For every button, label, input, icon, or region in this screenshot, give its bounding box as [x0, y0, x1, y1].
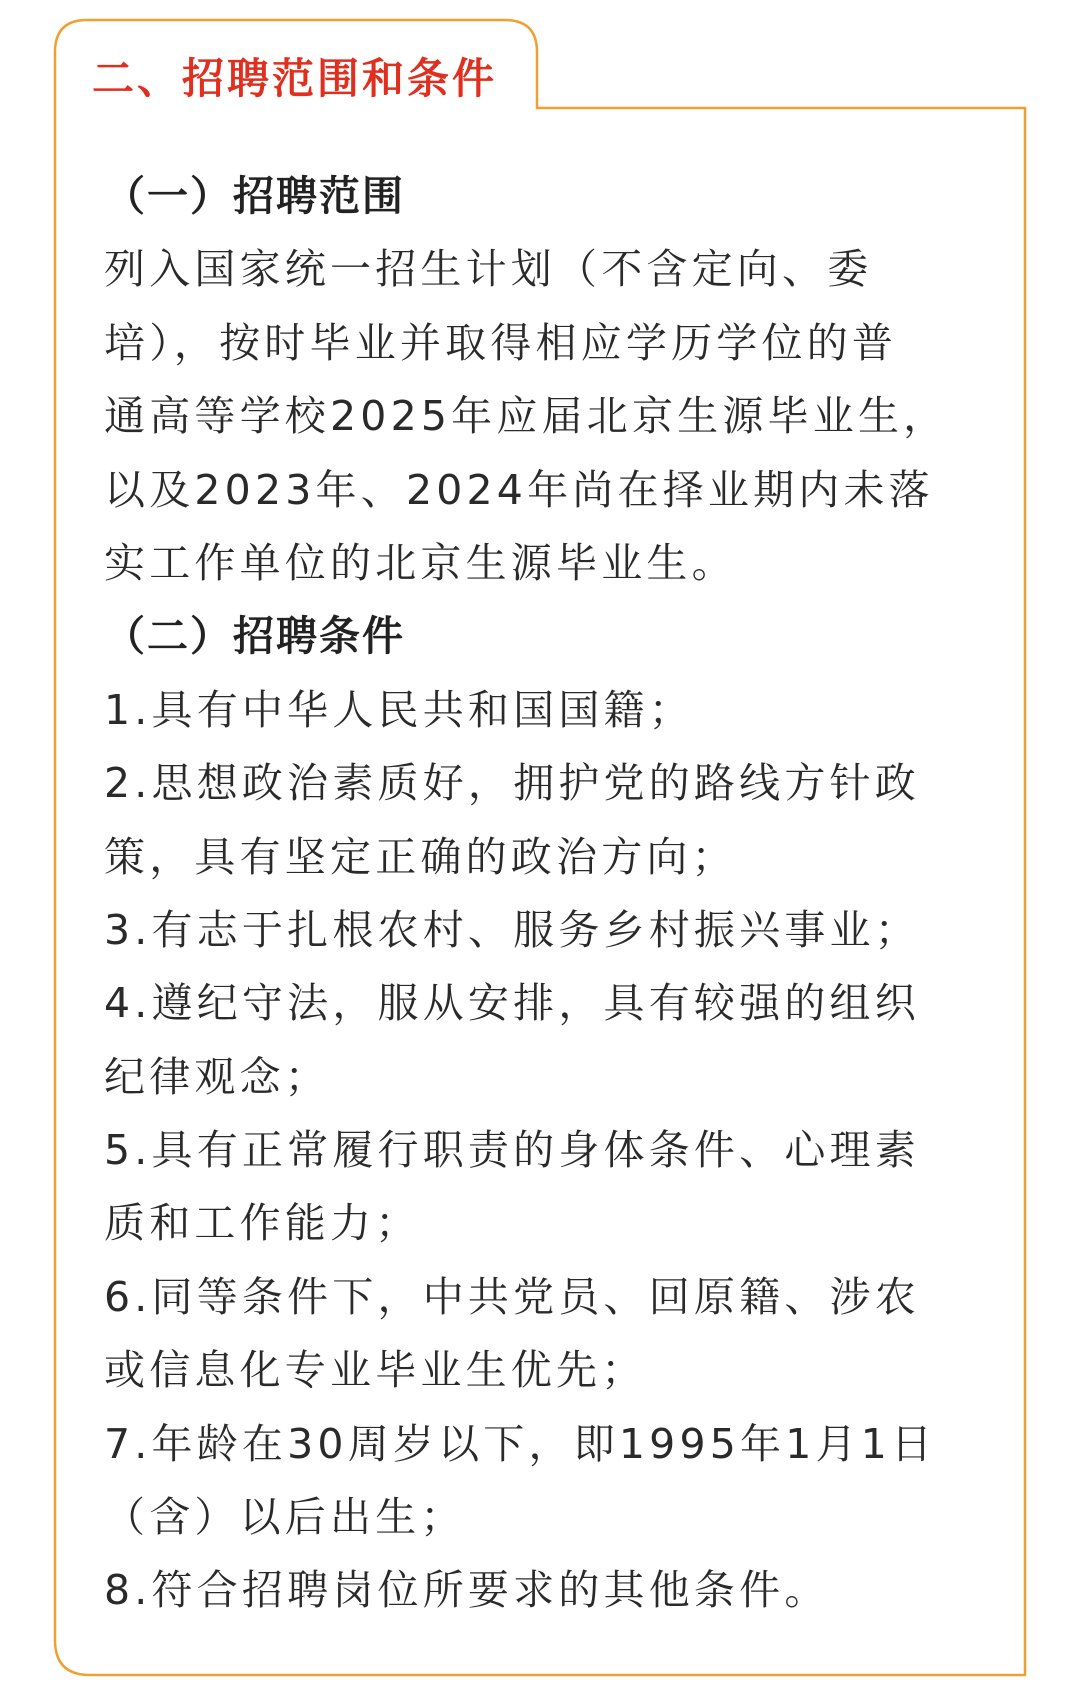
condition-line: 纪律观念； — [104, 1052, 330, 1101]
conditions-heading: （二）招聘条件 — [104, 612, 405, 661]
condition-line: 或信息化专业毕业生优先； — [104, 1346, 647, 1395]
scope-line: 列入国家统一招生计划（不含定向、委 — [104, 245, 873, 294]
condition-line: 6.同等条件下，中共党员、回原籍、涉农 — [104, 1272, 920, 1321]
condition-line: 1.具有中华人民共和国国籍； — [104, 685, 694, 734]
condition-line: 4.遵纪守法，服从安排，具有较强的组织 — [104, 979, 920, 1028]
scope-line: 通高等学校2025年应届北京生源毕业生， — [104, 392, 949, 441]
scope-line: 培），按时毕业并取得相应学历学位的普 — [104, 318, 898, 367]
condition-line: 8.符合招聘岗位所要求的其他条件。 — [104, 1566, 830, 1615]
scope-heading: （一）招聘范围 — [104, 172, 405, 220]
section-title: 二、招聘范围和条件 — [92, 54, 498, 103]
condition-line: 7.年龄在30周岁以下，即1995年1月1日 — [104, 1419, 937, 1468]
condition-line: 2.思想政治素质好，拥护党的路线方针政 — [104, 759, 920, 808]
scope-line: 以及2023年、2024年尚在择业期内未落 — [104, 465, 934, 514]
section-content — [104, 160, 984, 1628]
condition-line: 质和工作能力； — [104, 1199, 421, 1248]
condition-line: 3.有志于扎根农村、服务乡村振兴事业； — [104, 905, 920, 954]
condition-line: （含）以后出生； — [104, 1493, 466, 1542]
scope-line: 实工作单位的北京生源毕业生。 — [104, 538, 737, 587]
condition-line: 策，具有坚定正确的政治方向； — [104, 832, 737, 881]
condition-line: 5.具有正常履行职责的身体条件、心理素 — [104, 1126, 920, 1175]
